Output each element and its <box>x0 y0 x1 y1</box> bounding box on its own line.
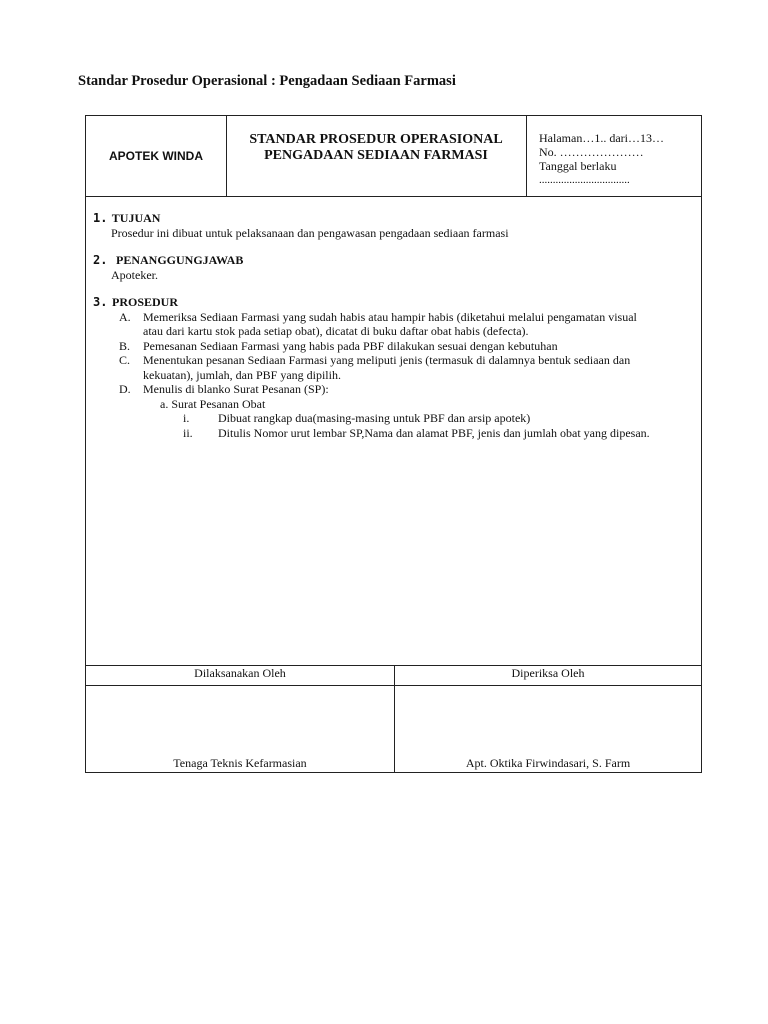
procedure-content <box>93 211 693 440</box>
header-divider-right <box>526 116 527 196</box>
step-text-line: Memeriksa Sediaan Farmasi yang sudah habis atau hampir habis (diketahui melalui pengamatan visual <box>143 309 637 324</box>
step-text-line: Menulis di blanko Surat Pesanan (SP): <box>143 382 329 396</box>
header-bottom-rule <box>86 196 701 197</box>
page-title: Standar Prosedur Operasional : Pengadaan Sediaan Farmasi <box>78 73 456 89</box>
title-line-2: PENGADAAN SEDIAAN FARMASI <box>264 148 488 163</box>
section-title: PENANGGUNGJAWAB <box>116 253 244 267</box>
procedure-step-b <box>93 339 693 354</box>
document-title <box>226 132 526 164</box>
section-heading-tujuan <box>93 211 693 226</box>
sub-point-numeral: i. <box>183 411 190 425</box>
sub-item-surat-pesanan: a. Surat Pesanan Obat <box>160 396 266 411</box>
sub-point-text: Dibuat rangkap dua(masing-masing untuk PBF dan arsip apotek) <box>218 411 531 425</box>
checker-name: Apt. Oktika Firwindasari, S. Farm <box>465 756 631 770</box>
title-line-1: STANDAR PROSEDUR OPERASIONAL <box>249 132 503 147</box>
step-text-line: Pemesanan Sediaan Farmasi yang habis pada PBF dilakukan sesuai dengan kebutuhan <box>143 338 558 353</box>
section-body-tujuan: Prosedur ini dibuat untuk pelaksanaan dan pengawasan pengadaan sediaan farmasi <box>111 225 509 240</box>
section-body-penanggungjawab: Apoteker. <box>111 267 158 282</box>
procedure-step-a <box>93 310 693 339</box>
executor-name: Tenaga Teknis Kefarmasian <box>173 756 307 770</box>
effective-date-label: Tanggal berlaku <box>539 159 617 173</box>
section-number: 1. <box>93 211 108 225</box>
step-letter: A. <box>119 309 131 324</box>
sub-point-numeral: ii. <box>183 425 193 440</box>
executed-by-label: Dilaksanakan Oleh <box>194 666 286 680</box>
section-number: 3. <box>93 295 108 309</box>
sub-point-i <box>93 411 693 426</box>
step-letter: C. <box>119 353 131 367</box>
section-heading-prosedur <box>93 295 693 310</box>
procedure-step-c <box>93 353 693 382</box>
sub-point-text: Ditulis Nomor urut lembar SP,Nama dan alamat PBF, jenis dan jumlah obat yang dipesan. <box>218 425 650 440</box>
step-text-line: atau dari kartu stok pada setiap obat), dicatat di buku daftar obat habis (defecta). <box>143 324 529 338</box>
document-number: No. ………………… <box>539 145 644 159</box>
org-name: APOTEK WINDA <box>109 149 203 163</box>
step-text-line: Menentukan pesanan Sediaan Farmasi yang meliputi jenis (termasuk di dalamnya bentuk sediaan dan <box>143 353 631 367</box>
page-info: Halaman…1.. dari…13… <box>539 131 664 145</box>
procedure-step-d <box>93 382 693 397</box>
step-text-line: kekuatan), jumlah, dan PBF yang dipilih. <box>143 367 341 382</box>
sub-point-ii <box>93 426 693 441</box>
checked-by-label: Diperiksa Oleh <box>511 666 585 680</box>
section-heading-penanggungjawab <box>93 253 693 268</box>
document-meta <box>539 131 699 187</box>
step-letter: B. <box>119 338 131 353</box>
section-title: PROSEDUR <box>112 295 179 309</box>
section-number: 2. <box>93 253 108 267</box>
effective-date-value: ................................. <box>539 174 630 186</box>
section-title: TUJUAN <box>111 211 161 225</box>
step-letter: D. <box>119 382 131 396</box>
sop-form <box>85 115 702 773</box>
